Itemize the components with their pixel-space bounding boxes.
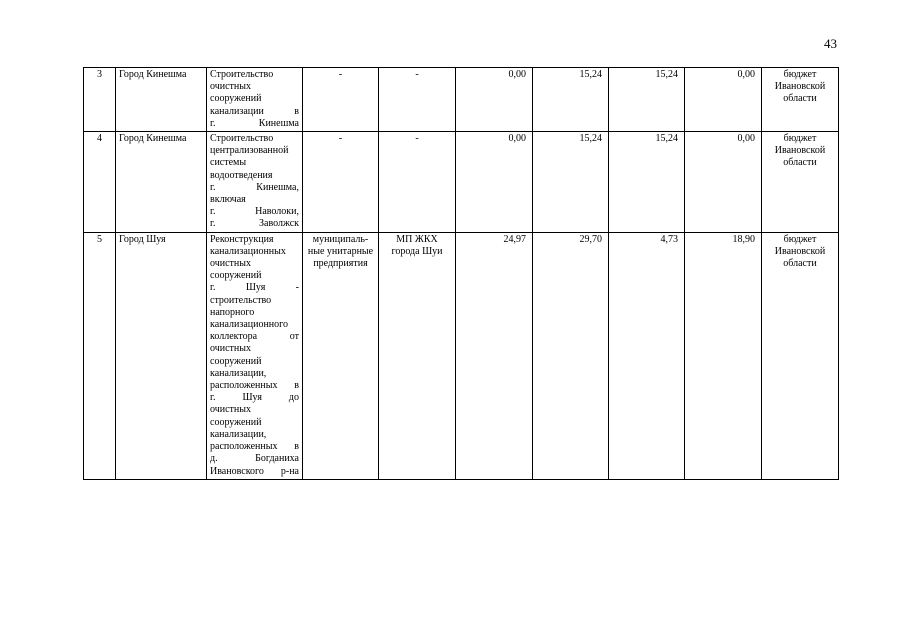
description-line: г. Шуя - — [210, 282, 299, 294]
description-line: очистных — [210, 404, 252, 416]
description-line: канализационных — [210, 245, 286, 257]
project-description-cell — [207, 132, 303, 233]
description-line: сооружений — [210, 93, 262, 105]
description-line: Ивановского р-на — [210, 465, 299, 477]
value-cell: 0,00 — [456, 132, 533, 233]
description-line: системы — [210, 157, 247, 169]
municipality-cell: Город Кинешма — [116, 132, 207, 233]
description-line: расположенных в — [210, 380, 299, 392]
value-cell: 18,90 — [685, 232, 762, 479]
value-cell: 15,24 — [609, 68, 685, 132]
description-line: канализации в — [210, 105, 299, 117]
value-cell: 0,00 — [456, 68, 533, 132]
description-line: водоотведения — [210, 169, 273, 181]
description-line: д. Богданиха — [210, 453, 299, 465]
description-line: сооружений — [210, 416, 262, 428]
description-line: централизованной — [210, 145, 289, 157]
value-cell: 4,73 — [609, 232, 685, 479]
table-row — [84, 68, 839, 132]
value-cell: 15,24 — [533, 132, 609, 233]
investment-table — [83, 67, 839, 480]
description-line: включая — [210, 194, 246, 206]
description-line: очистных — [210, 81, 252, 93]
value-cell: 15,24 — [533, 68, 609, 132]
description-line: канализации, — [210, 367, 267, 379]
organization-name-cell: - — [379, 132, 456, 233]
description-line: сооружений — [210, 270, 262, 282]
description-line: Строительство — [210, 133, 274, 145]
municipality-cell: Город Шуя — [116, 232, 207, 479]
description-line: коллектора от — [210, 331, 299, 343]
description-line: канализационного — [210, 319, 289, 331]
description-line: г. Наволоки, — [210, 206, 299, 218]
value-cell: 24,97 — [456, 232, 533, 479]
description-line: г. Шуя до — [210, 392, 299, 404]
description-line: расположенных в — [210, 441, 299, 453]
description-line: г. Кинешма, — [210, 181, 299, 193]
funding-source-cell: бюджет Ивановской области — [762, 68, 839, 132]
description-line: очистных — [210, 343, 252, 355]
description-line: Реконструкция — [210, 233, 274, 245]
organization-name-cell: - — [379, 68, 456, 132]
project-description-cell — [207, 68, 303, 132]
row-number: 3 — [84, 68, 116, 132]
description-line: Строительство — [210, 69, 274, 80]
description-line: канализации, — [210, 428, 267, 440]
description-line: г. Заволжск — [210, 218, 299, 230]
description-line: строительство — [210, 294, 272, 306]
value-cell: 0,00 — [685, 132, 762, 233]
funding-source-cell: бюджет Ивановской области — [762, 132, 839, 233]
page-number: 43 — [824, 36, 837, 51]
value-cell: 15,24 — [609, 132, 685, 233]
table-row — [84, 132, 839, 233]
description-line: г. Кинешма — [210, 117, 299, 129]
project-description-cell — [207, 232, 303, 479]
description-line: напорного — [210, 306, 255, 318]
description-line: сооружений — [210, 355, 262, 367]
row-number: 4 — [84, 132, 116, 233]
row-number: 5 — [84, 232, 116, 479]
municipality-cell: Город Кинешма — [116, 68, 207, 132]
organization-type-cell: муниципаль-ные унитарные предприятия — [303, 232, 379, 479]
table-row — [84, 232, 839, 479]
value-cell: 29,70 — [533, 232, 609, 479]
funding-source-cell: бюджет Ивановской области — [762, 232, 839, 479]
organization-type-cell: - — [303, 68, 379, 132]
description-line: очистных — [210, 258, 252, 270]
organization-name-cell: МП ЖКХ города Шуи — [379, 232, 456, 479]
value-cell: 0,00 — [685, 68, 762, 132]
organization-type-cell: - — [303, 132, 379, 233]
